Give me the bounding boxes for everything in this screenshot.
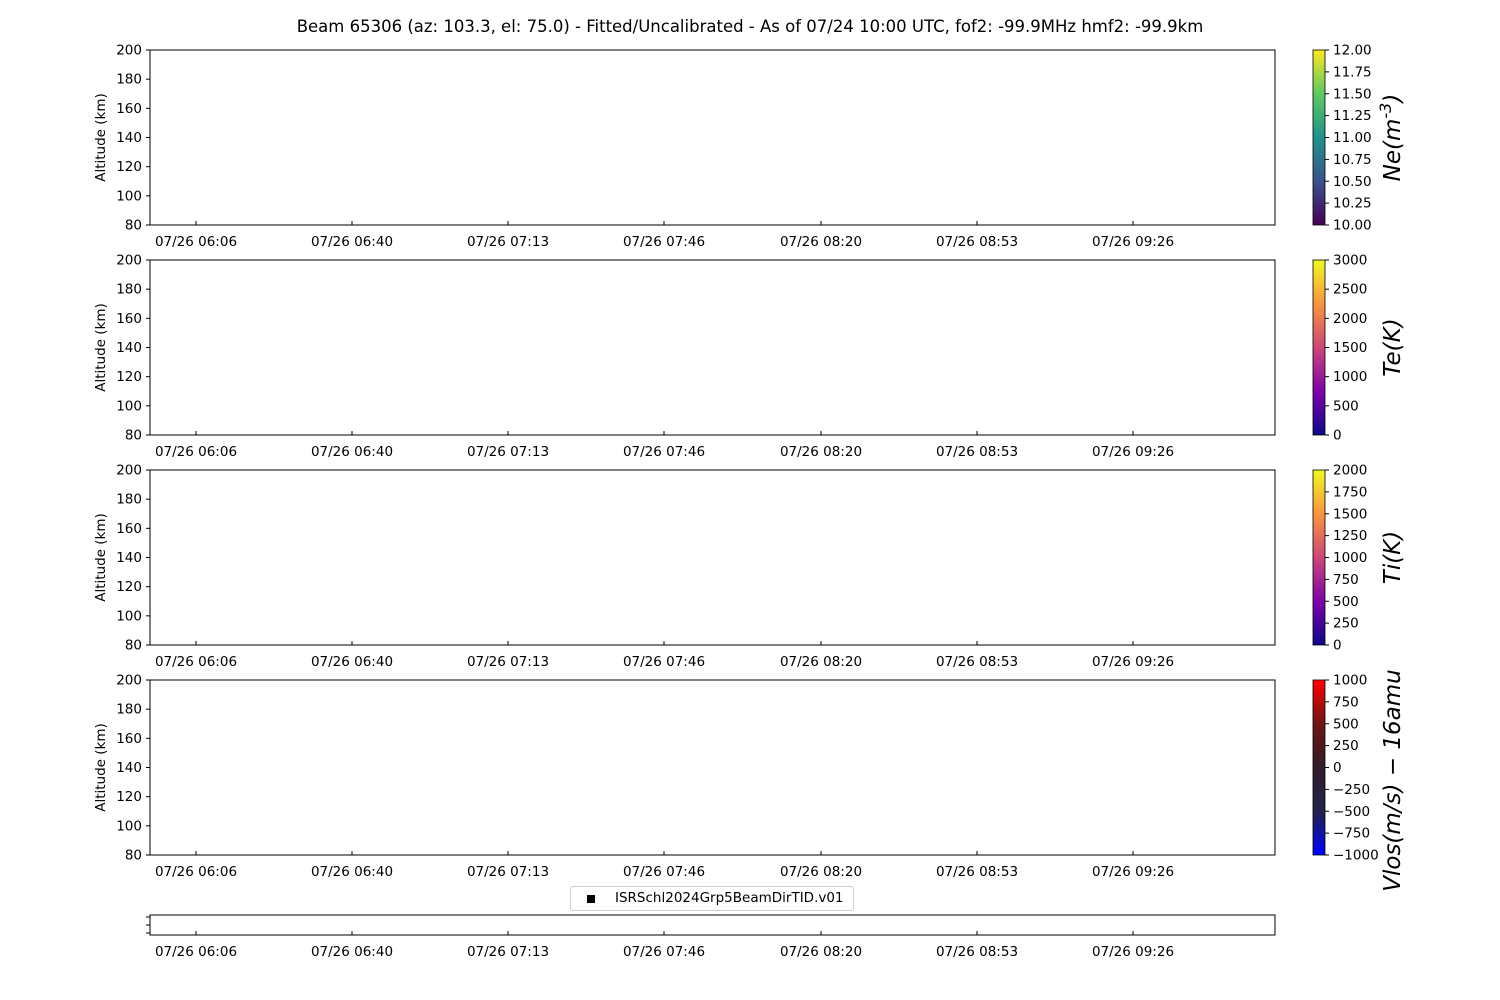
ne-colorbar-tick-label: 11.50	[1333, 86, 1372, 103]
vlos-ytick-label: 180	[116, 701, 142, 718]
legend-label: ISRSchl2024Grp5BeamDirTID.v01	[615, 890, 844, 906]
vlos-ytick-label: 80	[124, 847, 142, 864]
te-xtick-label: 07/26 06:06	[154, 444, 238, 460]
te-ytick-label: 100	[116, 398, 142, 415]
ne-xtick-label: 07/26 07:46	[622, 234, 706, 250]
status-xtick-label: 07/26 08:53	[935, 944, 1019, 960]
te-colorbar-tick-label: 2000	[1333, 310, 1368, 327]
panel-te	[93, 253, 1406, 461]
ti-ytick-label: 160	[116, 520, 142, 537]
vlos-colorbar-tick-label: −750	[1333, 825, 1371, 842]
ti-xtick-label: 07/26 08:20	[779, 654, 863, 670]
ne-ytick-label: 80	[124, 217, 142, 234]
te-colorbar-tick-label: 0	[1333, 427, 1342, 444]
ti-xtick-label: 07/26 06:06	[154, 654, 238, 670]
te-xtick-label: 07/26 08:20	[779, 444, 863, 460]
ne-axes-frame	[150, 50, 1275, 225]
vlos-colorbar-tick-label: −1000	[1333, 847, 1379, 864]
te-ytick-label: 140	[116, 340, 142, 356]
ne-ytick-label: 100	[116, 188, 142, 205]
ti-colorbar-tick-label: 1500	[1333, 506, 1368, 523]
status-xtick-label: 07/26 06:06	[154, 944, 238, 960]
vlos-xtick-label: 07/26 06:40	[310, 864, 394, 880]
vlos-ytick-label: 200	[116, 672, 142, 689]
te-colorbar	[1313, 260, 1325, 435]
ne-ytick-label: 180	[116, 71, 142, 88]
panel-vlos	[93, 669, 1406, 892]
te-ytick-label: 180	[116, 281, 142, 298]
te-colorbar-tick-label: 3000	[1333, 252, 1368, 269]
panel-ti	[93, 463, 1406, 671]
status-xtick-label: 07/26 06:40	[310, 944, 394, 960]
panel-ne	[93, 43, 1406, 251]
te-axes-frame	[150, 260, 1275, 435]
vlos-ytick-label: 140	[116, 760, 142, 776]
vlos-axes-frame	[150, 680, 1275, 855]
te-colorbar-tick-label: 1000	[1333, 369, 1368, 386]
figure-title: Beam 65306 (az: 103.3, el: 75.0) - Fitted/Uncalibrated - As of 07/24 10:00 UTC, fof2: -99.9MHz hmf2: -99.9km	[296, 17, 1204, 36]
ne-ytick-label: 160	[116, 100, 142, 117]
status-axes-frame	[150, 915, 1275, 935]
te-ytick-label: 160	[116, 310, 142, 327]
vlos-colorbar-tick-label: 500	[1333, 716, 1359, 733]
ti-ytick-label: 80	[124, 637, 142, 654]
status-xtick-label: 07/26 08:20	[779, 944, 863, 960]
te-xtick-label: 07/26 09:26	[1091, 444, 1175, 460]
te-xtick-label: 07/26 07:46	[622, 444, 706, 460]
ti-colorbar-tick-label: 2000	[1333, 462, 1368, 479]
vlos-ytick-label: 100	[116, 818, 142, 835]
ti-ytick-label: 100	[116, 608, 142, 625]
vlos-xtick-label: 07/26 06:06	[154, 864, 238, 880]
te-colorbar-label: Te(K)	[1380, 318, 1406, 377]
te-xtick-label: 07/26 07:13	[466, 444, 550, 460]
te-xtick-label: 07/26 06:40	[310, 444, 394, 460]
ne-colorbar-tick-label: 11.75	[1333, 64, 1372, 81]
legend	[570, 886, 854, 911]
vlos-colorbar	[1313, 680, 1325, 855]
ti-xtick-label: 07/26 06:40	[310, 654, 394, 670]
ti-ytick-label: 180	[116, 491, 142, 508]
ti-colorbar	[1313, 470, 1325, 645]
vlos-colorbar-tick-label: 750	[1333, 694, 1359, 711]
vlos-ytick-label: 120	[116, 789, 142, 806]
ti-colorbar-tick-label: 1000	[1333, 550, 1368, 566]
ti-xtick-label: 07/26 09:26	[1091, 654, 1175, 670]
ti-ylabel: Altitude (km)	[93, 513, 109, 602]
vlos-xtick-label: 07/26 07:13	[466, 864, 550, 880]
ti-xtick-label: 07/26 08:53	[935, 654, 1019, 670]
te-ylabel: Altitude (km)	[93, 303, 109, 392]
status-xtick-label: 07/26 07:46	[622, 944, 706, 960]
ne-colorbar-tick-label: 10.00	[1333, 217, 1372, 234]
vlos-colorbar-tick-label: −250	[1333, 781, 1371, 798]
vlos-xtick-label: 07/26 08:53	[935, 864, 1019, 880]
vlos-ylabel: Altitude (km)	[93, 723, 109, 812]
ti-ytick-label: 200	[116, 462, 142, 479]
ne-colorbar-tick-label: 10.25	[1333, 195, 1372, 212]
ne-colorbar-tick-label: 11.25	[1333, 108, 1372, 125]
ne-colorbar-tick-label: 10.50	[1333, 173, 1372, 190]
ne-colorbar	[1313, 50, 1325, 225]
ne-ytick-label: 140	[116, 130, 142, 146]
ti-colorbar-tick-label: 500	[1333, 593, 1359, 610]
ne-colorbar-tick-label: 12.00	[1333, 42, 1372, 59]
ne-xtick-label: 07/26 06:40	[310, 234, 394, 250]
ti-colorbar-tick-label: 250	[1333, 615, 1359, 632]
ti-colorbar-tick-label: 1750	[1333, 484, 1368, 501]
ti-colorbar-tick-label: 1250	[1333, 528, 1368, 545]
ti-axes-frame	[150, 470, 1275, 645]
ne-xtick-label: 07/26 08:53	[935, 234, 1019, 250]
te-ytick-label: 200	[116, 252, 142, 269]
ti-ytick-label: 120	[116, 579, 142, 596]
vlos-xtick-label: 07/26 07:46	[622, 864, 706, 880]
ne-colorbar-tick-label: 10.75	[1333, 151, 1372, 168]
vlos-colorbar-tick-label: −500	[1333, 803, 1371, 820]
ne-ylabel: Altitude (km)	[93, 93, 109, 182]
te-ytick-label: 120	[116, 369, 142, 386]
ne-xtick-label: 07/26 09:26	[1091, 234, 1175, 250]
vlos-colorbar-label: Vlos(m/s) − 16amu	[1380, 669, 1406, 892]
te-xtick-label: 07/26 08:53	[935, 444, 1019, 460]
status-xtick-label: 07/26 09:26	[1091, 944, 1175, 960]
vlos-ytick-label: 160	[116, 730, 142, 747]
legend-square-marker-icon	[587, 895, 595, 903]
ne-ytick-label: 200	[116, 42, 142, 59]
ne-xtick-label: 07/26 06:06	[154, 234, 238, 250]
vlos-xtick-label: 07/26 09:26	[1091, 864, 1175, 880]
status-xtick-label: 07/26 07:13	[466, 944, 550, 960]
te-colorbar-tick-label: 1500	[1333, 340, 1368, 356]
ti-colorbar-tick-label: 750	[1333, 571, 1359, 588]
te-colorbar-tick-label: 2500	[1333, 281, 1368, 298]
vlos-colorbar-tick-label: 0	[1333, 760, 1342, 776]
ti-ytick-label: 140	[116, 550, 142, 566]
te-ytick-label: 80	[124, 427, 142, 444]
ti-colorbar-tick-label: 0	[1333, 637, 1342, 654]
ti-colorbar-label: Ti(K)	[1380, 530, 1406, 585]
vlos-colorbar-tick-label: 250	[1333, 738, 1359, 755]
panel-status	[146, 915, 1275, 960]
te-colorbar-tick-label: 500	[1333, 398, 1359, 415]
ne-xtick-label: 07/26 07:13	[466, 234, 550, 250]
ne-colorbar-label: $Ne(m^{-3})$	[1376, 93, 1406, 182]
ti-xtick-label: 07/26 07:13	[466, 654, 550, 670]
ti-xtick-label: 07/26 07:46	[622, 654, 706, 670]
ne-colorbar-tick-label: 11.00	[1333, 130, 1372, 146]
vlos-colorbar-tick-label: 1000	[1333, 672, 1368, 689]
ne-xtick-label: 07/26 08:20	[779, 234, 863, 250]
vlos-xtick-label: 07/26 08:20	[779, 864, 863, 880]
ne-ytick-label: 120	[116, 159, 142, 176]
